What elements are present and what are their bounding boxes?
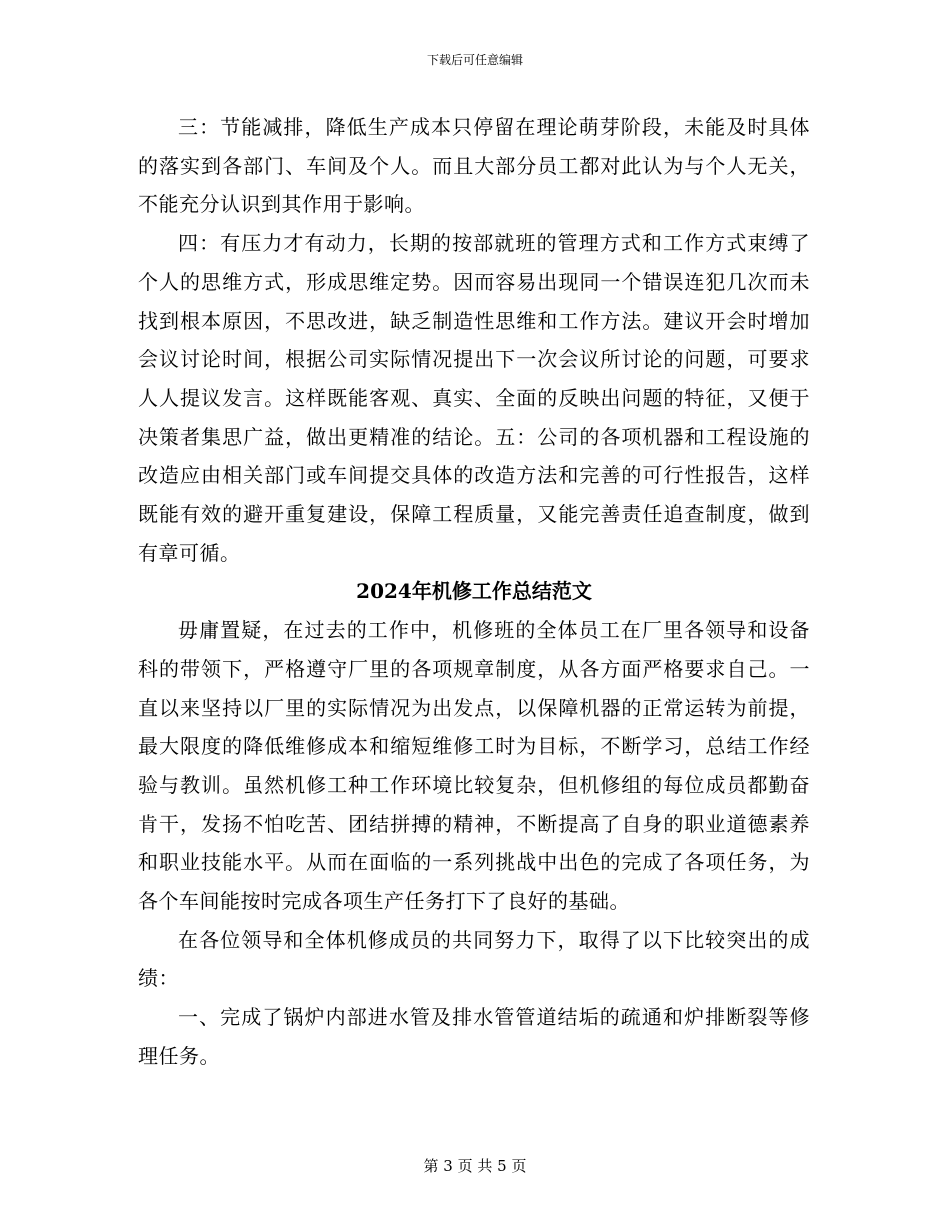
section-title: 2024年机修工作总结范文 xyxy=(356,579,592,604)
paragraph-achievement-one: 一、完成了锅炉内部进水管及排水管管道结垢的疏通和炉排断裂等修理任务。 xyxy=(138,1005,810,1068)
paragraph-achievements-lead: 在各位领导和全体机修成员的共同努力下，取得了以下比较突出的成绩： xyxy=(138,927,810,991)
paragraph-intro: 毋庸置疑，在过去的工作中，机修班的全体员工在厂里各领导和设备科的带领下，严格遵守厂里的各项规章制度，从各方面严格要求自己。一直以来坚持以厂里的实际情况为出发点，以保障机器的正常运转为前提，最大限度的降低维修成本和缩短维修工时为目标，不断学习，总结工作经验与教训。虽然机修工种工作环境比较复杂，但机修组的每位成员都勤奋肯干，发扬不怕吃苦、团结拼搏的精神，不断提高了自身的职业道德素养和职业技能水平。从而在面临的一系列挑战中出色的完成了各项任务，为各个车间能按时完成各项生产任务打下了良好的基础。 xyxy=(138,618,810,914)
document-body xyxy=(138,108,810,1076)
paragraph-point-four: 四：有压力才有动力，长期的按部就班的管理方式和工作方式束缚了个人的思维方式，形成思维定势。因而容易出现同一个错误连犯几次而未找到根本原因，不思改进，缺乏制造性思维和工作方法。建议开会时增加会议讨论时间，根据公司实际情况提出下一次会议所讨论的问题，可要求人人提议发言。这样既能客观、真实、全面的反映出问题的特征，又便于决策者集思广益，做出更精准的结论。五：公司的各项机器和工程设施的改造应由相关部门或车间提交具体的改造方法和完善的可行性报告，这样既能有效的避开重复建设，保障工程质量，又能完善责任追查制度，做到有章可循。 xyxy=(138,231,810,565)
page-footer: 第 3 页 共 5 页 xyxy=(423,1157,527,1175)
paragraph-point-three: 三：节能减排，降低生产成本只停留在理论萌芽阶段，未能及时具体的落实到各部门、车间及个人。而且大部分员工都对此认为与个人无关，不能充分认识到其作用于影响。 xyxy=(138,115,810,217)
page-header: 下载后可任意编辑 xyxy=(426,53,523,67)
